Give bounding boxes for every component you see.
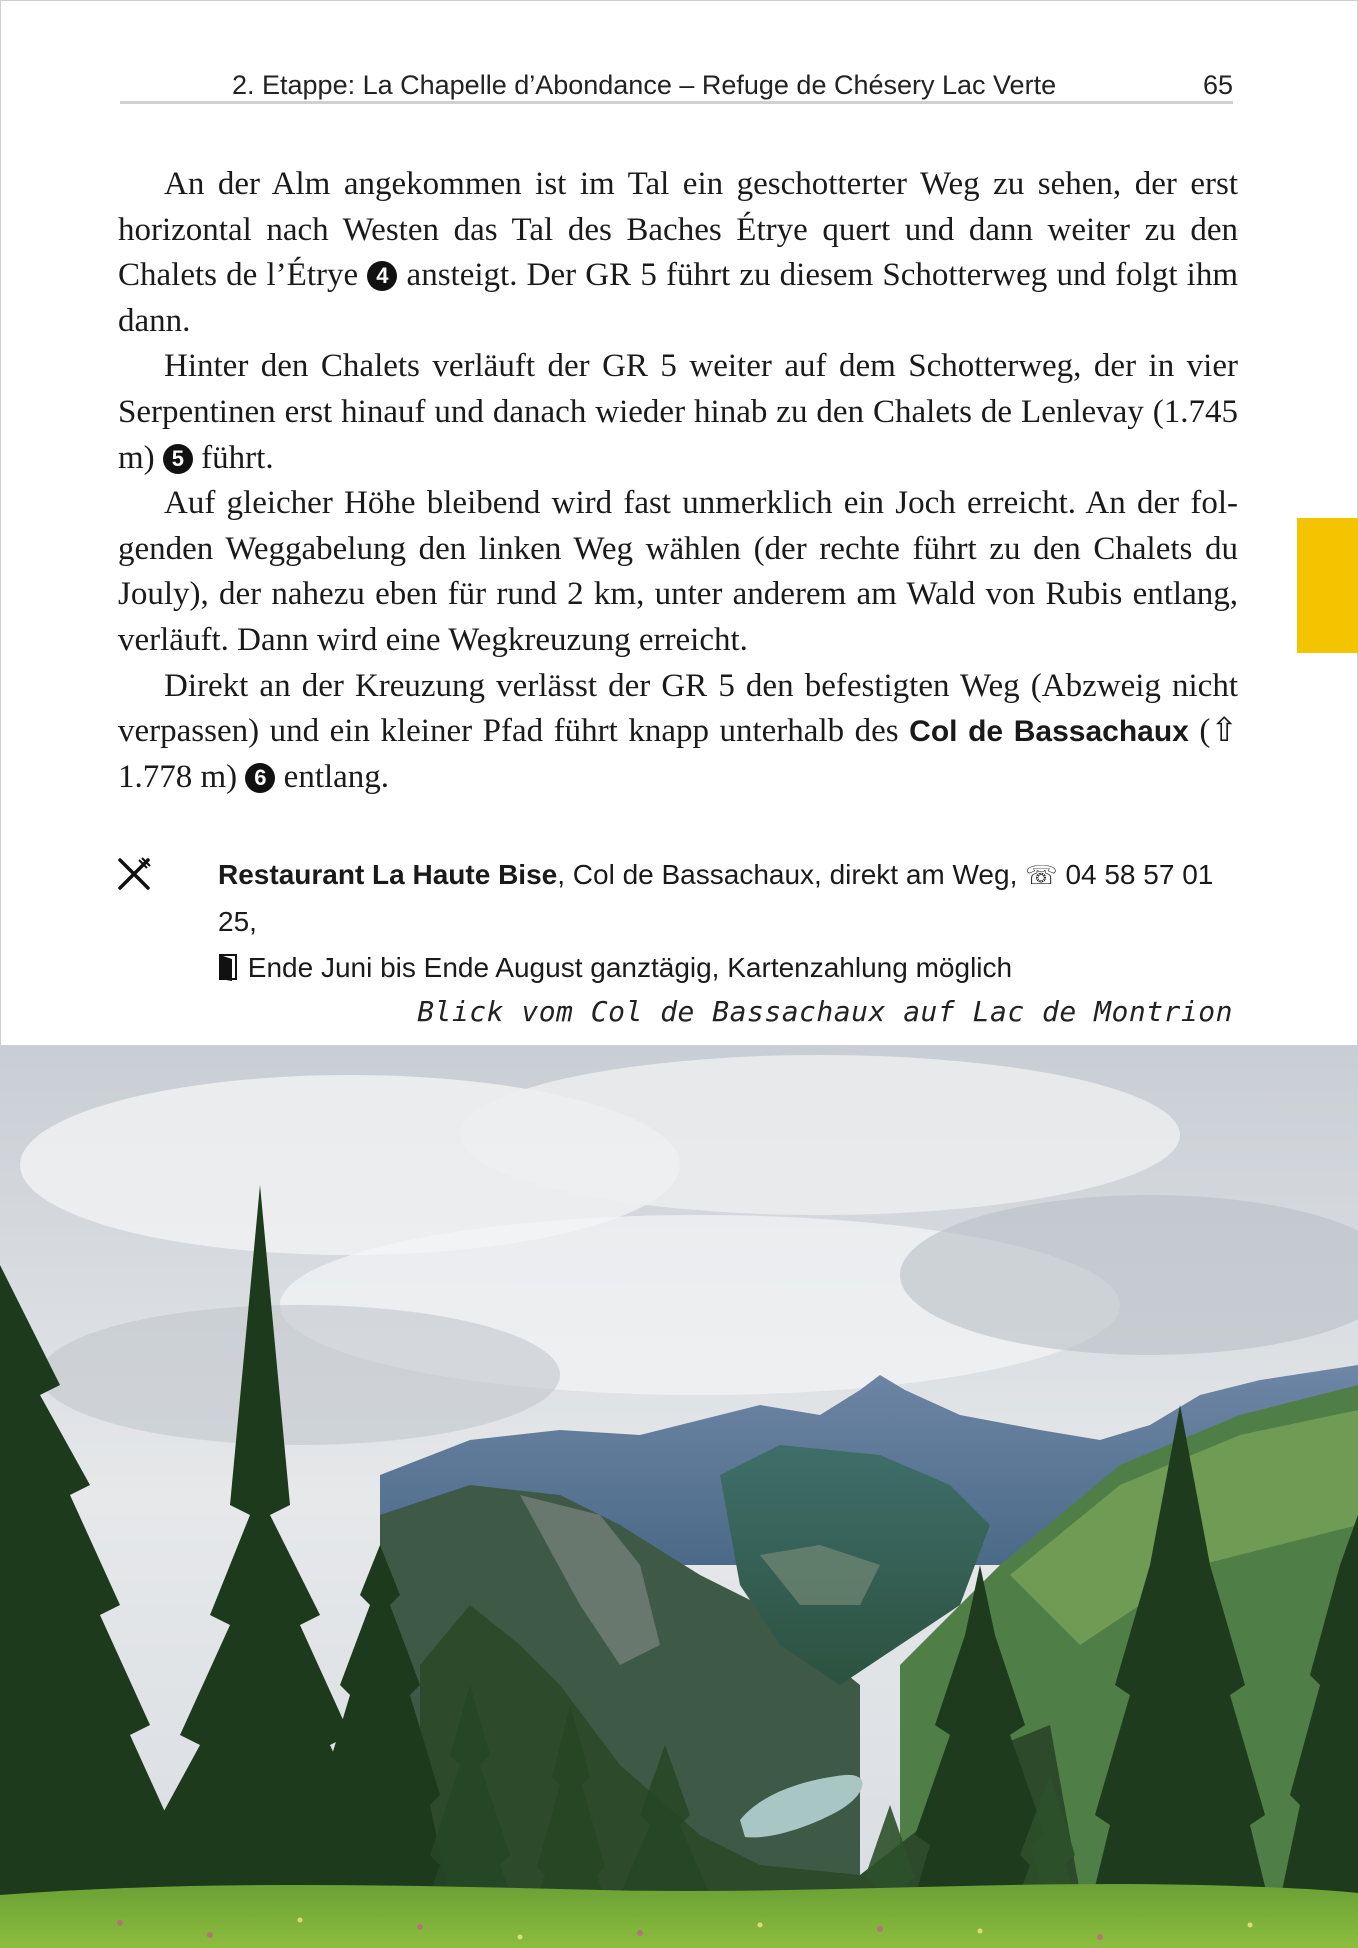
- paragraph-3-text: Auf gleicher Höhe bleibend wird fast unmerklich ein Joch erreicht. An der folgenden Weggabelung den linken Weg wählen (der rechte führt zu den Chalets du Jouly), der nahezu eben für rund 2 km, unter anderem am Wald von Rubis entlang, verläuft. Dann wird eine Wegkreuzung erreicht.: [118, 485, 1238, 658]
- landscape-photo: [0, 1045, 1358, 1948]
- door-icon: [218, 953, 240, 981]
- paragraph-3: [118, 481, 1238, 663]
- paragraph-4-text-a: Direkt an der Kreuzung verlässt der GR 5 den befestigten Weg (Abzweig nicht verpassen) und ein kleiner Pfad führt knapp unterhalb des: [118, 667, 1238, 750]
- restaurant-location: , Col de Bassachaux, direkt am Weg,: [557, 859, 1018, 890]
- place-name-bold: Col de Bassachaux: [909, 715, 1189, 749]
- phone-icon: ☏: [1025, 861, 1058, 891]
- restaurant-info: [116, 852, 1241, 983]
- header-rule: [120, 101, 1233, 104]
- paragraph-2-text-b: führt.: [201, 439, 274, 476]
- page-number: 65: [1202, 70, 1233, 100]
- photo-caption: Blick vom Col de Bassachaux auf Lac de Montrion: [417, 995, 1233, 1028]
- paragraph-1-text-b: ansteigt. Der GR 5 führt zu diesem Schotterweg und folgt ihm dann.: [118, 257, 1239, 339]
- restaurant-info-text: [218, 852, 1241, 991]
- fork-knife-icon: [116, 856, 152, 892]
- paragraph-2-text-a: Hinter den Chalets verläuft der GR 5 weiter auf dem Schotterweg, der in vier Serpentinen erst hinauf und danach wieder hinab zu den Chalets de Lenlevay (1.745 m): [118, 348, 1238, 476]
- waypoint-marker-5: 5: [163, 444, 193, 474]
- paragraph-4: [118, 664, 1238, 801]
- body-text: [118, 162, 1238, 800]
- restaurant-hours: Ende Juni bis Ende August ganztägig, Kartenzahlung möglich: [247, 952, 1013, 983]
- paragraph-1-text-a: An der Alm angekommen ist im Tal ein geschotterter Weg zu sehen, der erst horizontal nach Westen das Tal des Baches Étrye quert und dann weiter zu den Chalets de l’Étrye: [118, 166, 1238, 294]
- paragraph-4-text-b: (⇧ 1.778 m): [118, 713, 1239, 795]
- restaurant-line-1: [218, 852, 1241, 945]
- header-title: 2. Etappe: La Chapelle d’Abondance – Refuge de Chésery Lac Verte: [232, 70, 1057, 100]
- restaurant-name: Restaurant La Haute Bise: [218, 859, 558, 890]
- waypoint-marker-6: 6: [245, 763, 275, 793]
- paragraph-2: [118, 344, 1238, 481]
- chapter-tab-marker: [1297, 518, 1358, 653]
- paragraph-1: [118, 162, 1238, 344]
- paragraph-4-text-c: entlang.: [283, 758, 390, 795]
- landscape-illustration: [0, 1045, 1358, 1948]
- waypoint-marker-4: 4: [367, 261, 397, 291]
- restaurant-line-2: [218, 945, 1241, 991]
- restaurant-phone: 04 58 57 01 25,: [218, 859, 1214, 937]
